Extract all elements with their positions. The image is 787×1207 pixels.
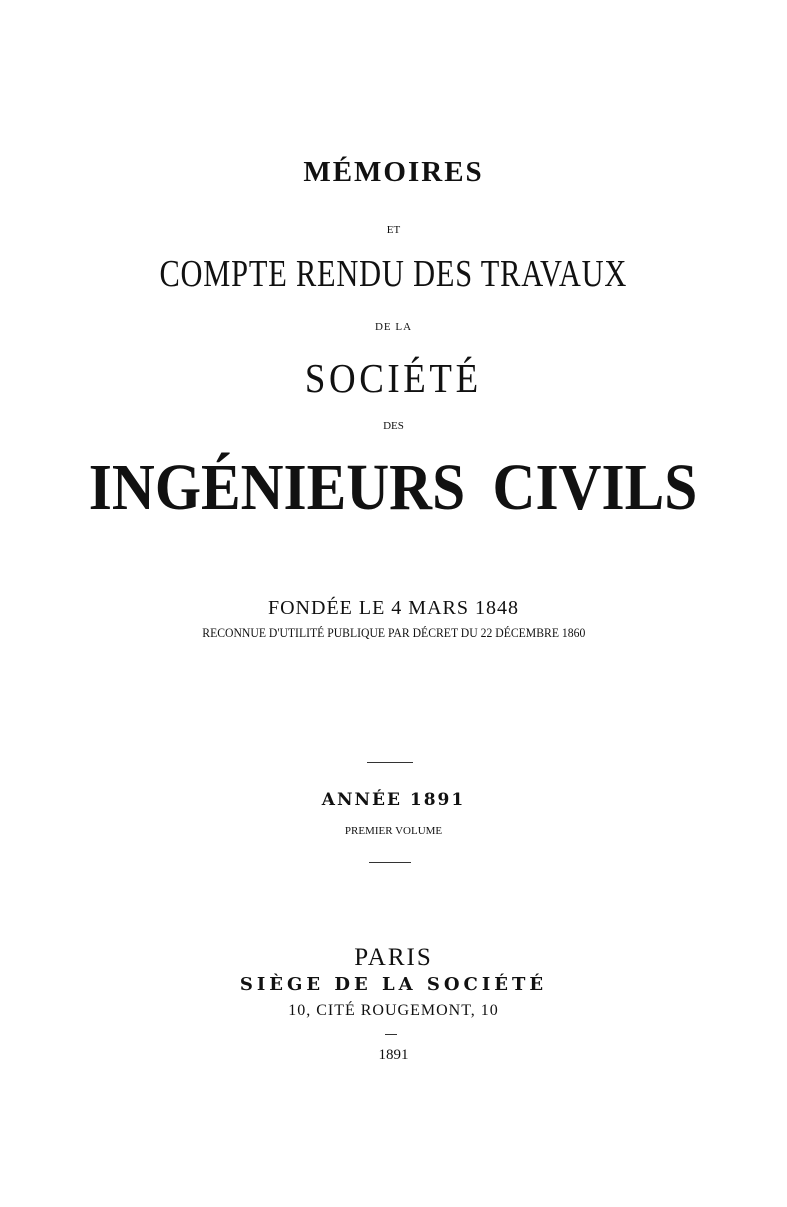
volume-line [0,822,787,838]
city-line [0,945,787,970]
fondee-text: FONDÉE LE 4 MARS 1848 [267,597,519,619]
divider-rule [385,1034,397,1035]
compte-rendu-text: COMPTE RENDU DES TRAVAUX [159,253,628,295]
title-de-la [0,318,787,334]
year-heading [0,792,787,809]
founded-line [0,598,787,618]
de-la-text: DE LA [374,321,413,333]
address-line [0,1003,787,1019]
volume-text: PREMIER VOLUME [344,825,443,837]
city-text: PARIS [354,944,433,971]
siege-text: SIÈGE DE LA SOCIÉTÉ [239,974,548,995]
title-des [0,417,787,433]
title-et [0,221,787,237]
title-societe [0,355,787,401]
societe-text: SOCIÉTÉ [305,355,482,401]
seat-line [0,976,787,994]
divider-rule [369,862,411,863]
des-text: DES [383,420,404,432]
title-memoires [0,158,787,187]
et-text: ET [386,224,401,236]
reconnue-text: RECONNUE D'UTILITÉ PUBLIQUE PAR DÉCRET DU 22 DÉCEMBRE 1860 [201,625,586,640]
address-text: 10, CITÉ ROUGEMONT, 10 [288,1002,499,1019]
ingenieurs-civils-text: INGÉNIEURS CIVILS [89,451,698,524]
title-ingenieurs-civils [0,451,787,524]
divider-rule [367,762,413,763]
annee-text: ANNÉE 1891 [321,790,466,810]
year-text: 1891 [378,1047,409,1063]
recognition-line [0,625,787,641]
title-compte-rendu [0,255,787,293]
imprint-year [0,1047,787,1063]
memoires-text: MÉMOIRES [303,156,484,188]
